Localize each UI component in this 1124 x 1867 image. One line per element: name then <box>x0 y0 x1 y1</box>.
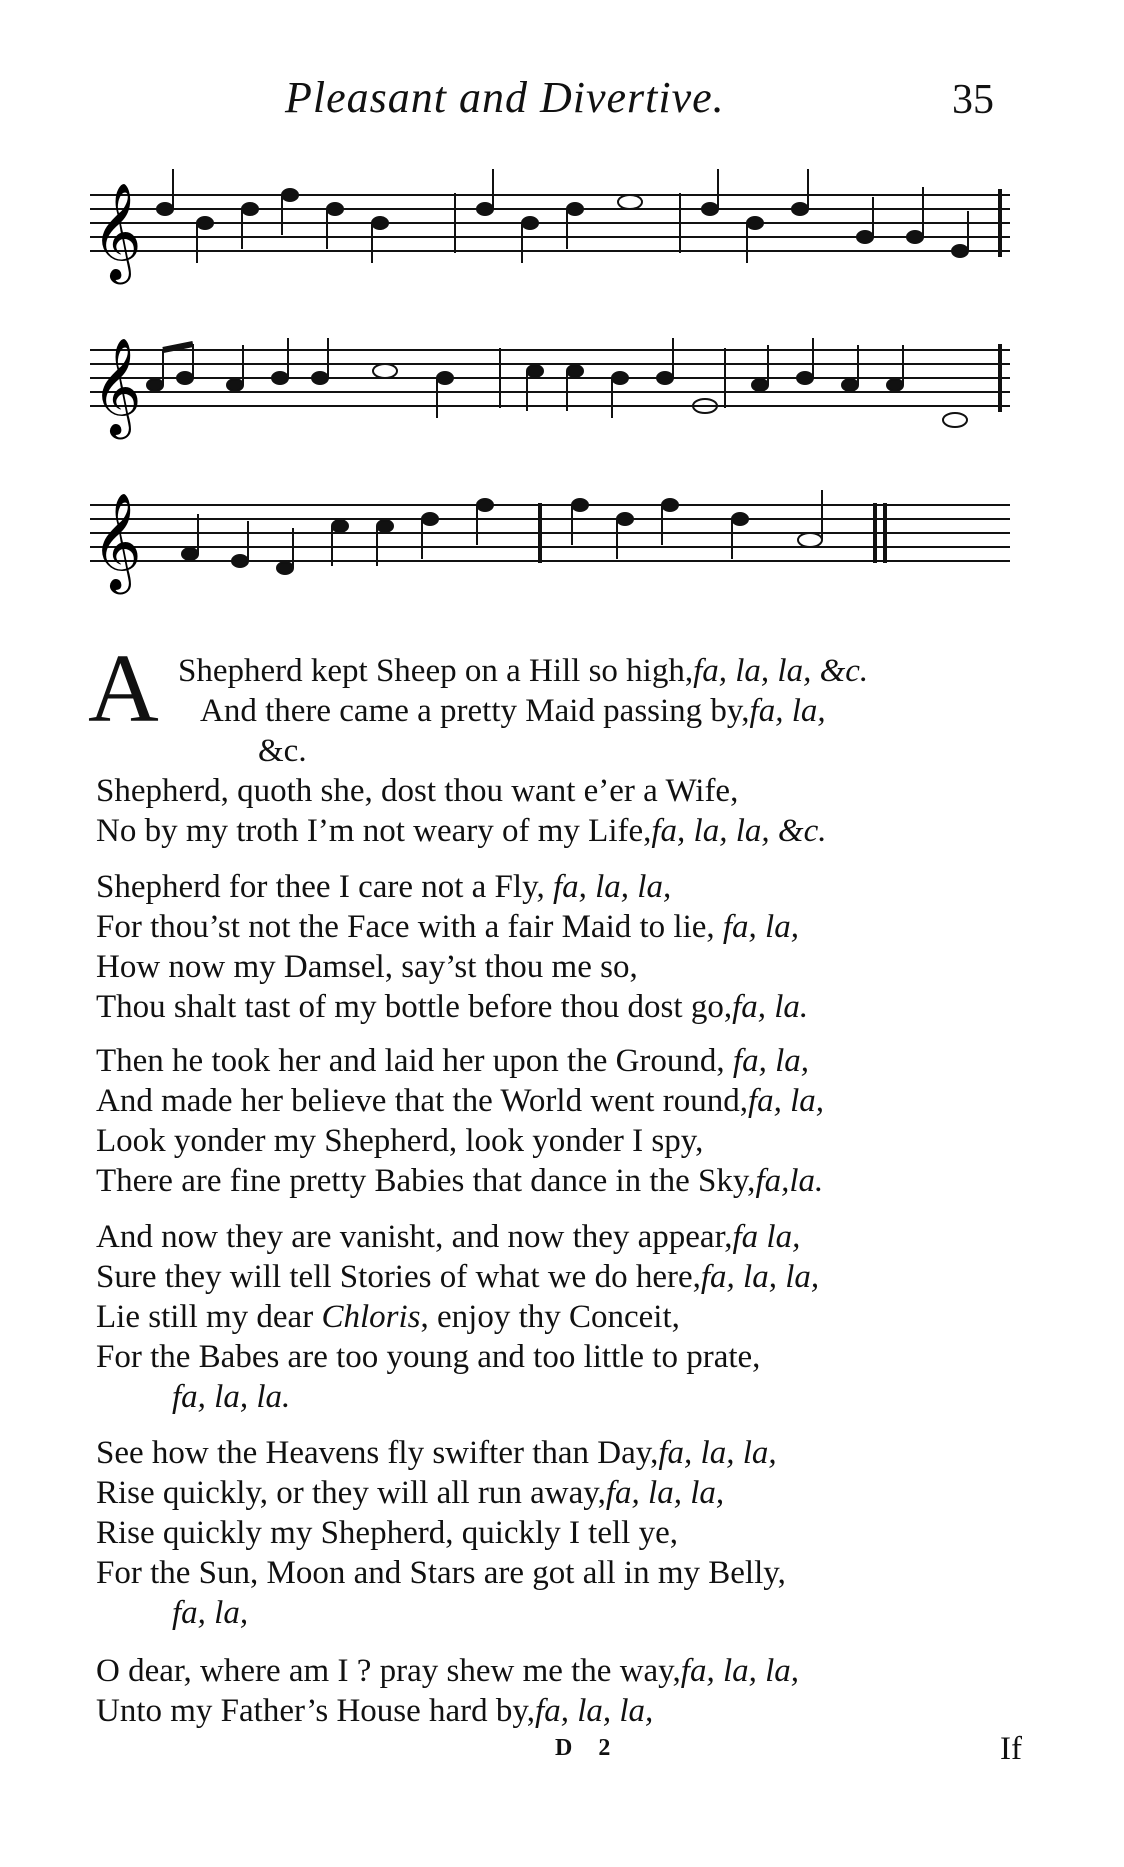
verse-line: Rise quickly my Shepherd, quickly I tell ye, <box>96 1515 678 1551</box>
verse-line: Unto my Father’s House hard by,fa, la, la, <box>96 1693 654 1729</box>
running-title: Pleasant and Divertive. <box>285 73 725 122</box>
verse-line: O dear, where am I ? pray shew me the way,fa, la, la, <box>96 1653 800 1689</box>
verse-line: And there came a pretty Maid passing by,fa, la, <box>200 693 826 729</box>
staff-1-notation <box>90 165 1010 285</box>
running-head <box>0 72 1124 132</box>
page-footer <box>0 1731 1124 1775</box>
verse-line: No by my troth I’m not weary of my Life,fa, la, la, &c. <box>96 813 827 849</box>
page-number: 35 <box>952 77 994 123</box>
verse-line: And made her believe that the World went round,fa, la, <box>96 1083 825 1119</box>
treble-clef-icon: 𝄞 <box>92 182 142 280</box>
verse-line: How now my Damsel, say’st thou me so, <box>96 949 638 985</box>
verse-line: fa, la, la. <box>172 1379 291 1415</box>
verse-line: There are fine pretty Babies that dance in the Sky,fa,la. <box>96 1163 824 1199</box>
staff-3-notation <box>90 475 1010 595</box>
verse-line: Shepherd kept Sheep on a Hill so high,fa, la, la, &c. <box>178 653 869 689</box>
catchword: If <box>1000 1731 1022 1767</box>
verse-line: Thou shalt tast of my bottle before thou dost go,fa, la. <box>96 989 809 1025</box>
drop-cap: A <box>88 635 159 743</box>
treble-clef-icon: 𝄞 <box>92 492 142 590</box>
verse-line: For the Sun, Moon and Stars are got all in my Belly, <box>96 1555 786 1591</box>
verse-line: Shepherd for thee I care not a Fly, fa, la, la, <box>96 869 672 905</box>
verse-line: &c. <box>258 733 307 769</box>
verse-line: For thou’st not the Face with a fair Maid to lie, fa, la, <box>96 909 799 945</box>
verse-line: See how the Heavens fly swifter than Day,fa, la, la, <box>96 1435 777 1471</box>
signature-mark: D 2 <box>555 1735 621 1761</box>
staff-2-notation <box>90 320 1010 440</box>
verse-line: Shepherd, quoth she, dost thou want e’er a Wife, <box>96 773 739 809</box>
verse-line: And now they are vanisht, and now they appear,fa la, <box>96 1219 801 1255</box>
music-staff-2 <box>90 320 1010 440</box>
verse-line: Look yonder my Shepherd, look yonder I spy, <box>96 1123 704 1159</box>
verse-line: Lie still my dear Chloris, enjoy thy Conceit, <box>96 1299 680 1335</box>
verse-line: Rise quickly, or they will all run away,fa, la, la, <box>96 1475 725 1511</box>
verse-line: fa, la, <box>172 1595 249 1631</box>
music-staff-3 <box>90 475 1010 595</box>
verse-line: Then he took her and laid her upon the Ground, fa, la, <box>96 1043 810 1079</box>
music-staff-1 <box>90 165 1010 285</box>
verse-line: For the Babes are too young and too little to prate, <box>96 1339 761 1375</box>
treble-clef-icon: 𝄞 <box>92 337 142 435</box>
verse-line: Sure they will tell Stories of what we do here,fa, la, la, <box>96 1259 820 1295</box>
